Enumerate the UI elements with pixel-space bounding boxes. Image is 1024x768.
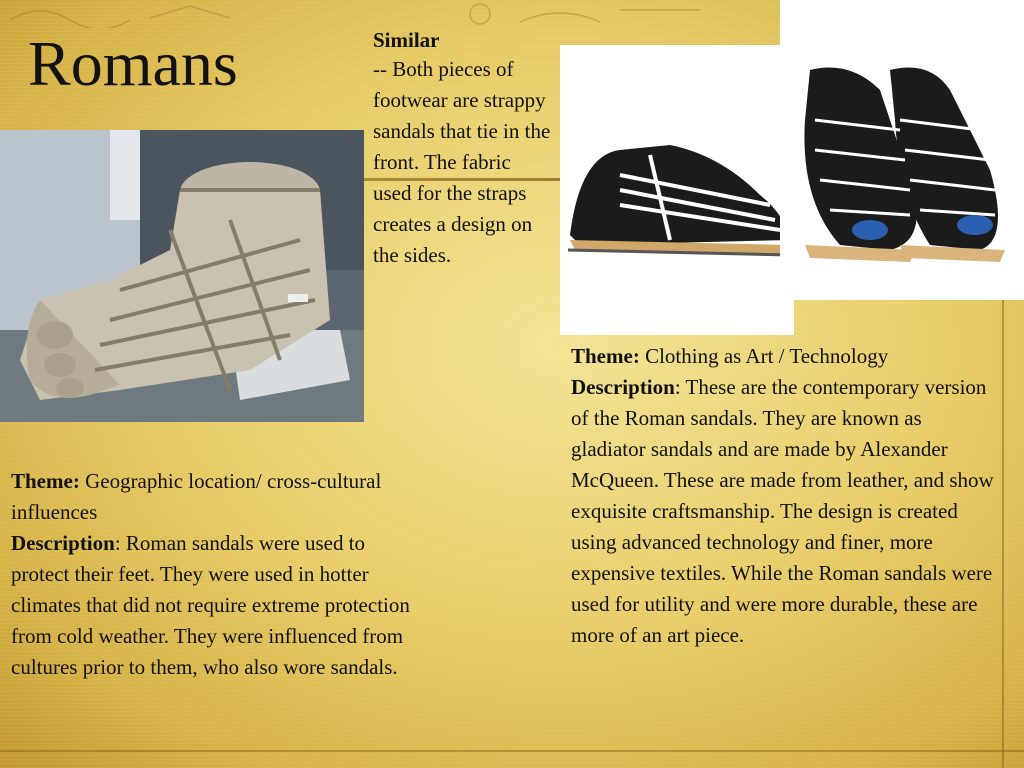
- left-description-value: : Roman sandals were used to protect their feet. They were used in hotter climates that did not require extreme protection from cold weather. They were influenced from cultures prior to them, who also wore sandals.: [11, 531, 410, 679]
- similar-body: -- Both pieces of footwear are strappy sandals that tie in the front. The fabric used for the straps creates a design on the sides.: [373, 57, 551, 267]
- similar-heading: Similar: [373, 28, 440, 52]
- modern-sandals-photo: [560, 45, 794, 335]
- left-description-block: [11, 466, 421, 683]
- decorative-texture: [0, 0, 780, 28]
- right-theme-value: Clothing as Art / Technology: [639, 344, 889, 368]
- modern-sandals-photo-2: [780, 0, 1024, 300]
- right-description-block: [571, 341, 1001, 651]
- left-theme-value: Geographic location/ cross-cultural influences: [11, 469, 382, 524]
- right-theme-label: Theme:: [571, 344, 640, 368]
- left-description-label: Description: [11, 531, 115, 555]
- right-description-label: Description: [571, 375, 675, 399]
- similar-text-block: [373, 28, 553, 271]
- slide-title: Romans: [28, 28, 238, 99]
- divider-line-bottom: [0, 750, 1024, 752]
- roman-statue-photo: [0, 130, 364, 422]
- left-theme-label: Theme:: [11, 469, 80, 493]
- right-description-value: : These are the contemporary version of the Roman sandals. They are known as gladiator sandals and are made by Alexander McQueen. These are made from leather, and show exquisite craftsmanship. The design is created using advanced technology and finer, more expensive textiles. While the Roman sandals were used for utility and were more durable, these are more of an art piece.: [571, 375, 994, 647]
